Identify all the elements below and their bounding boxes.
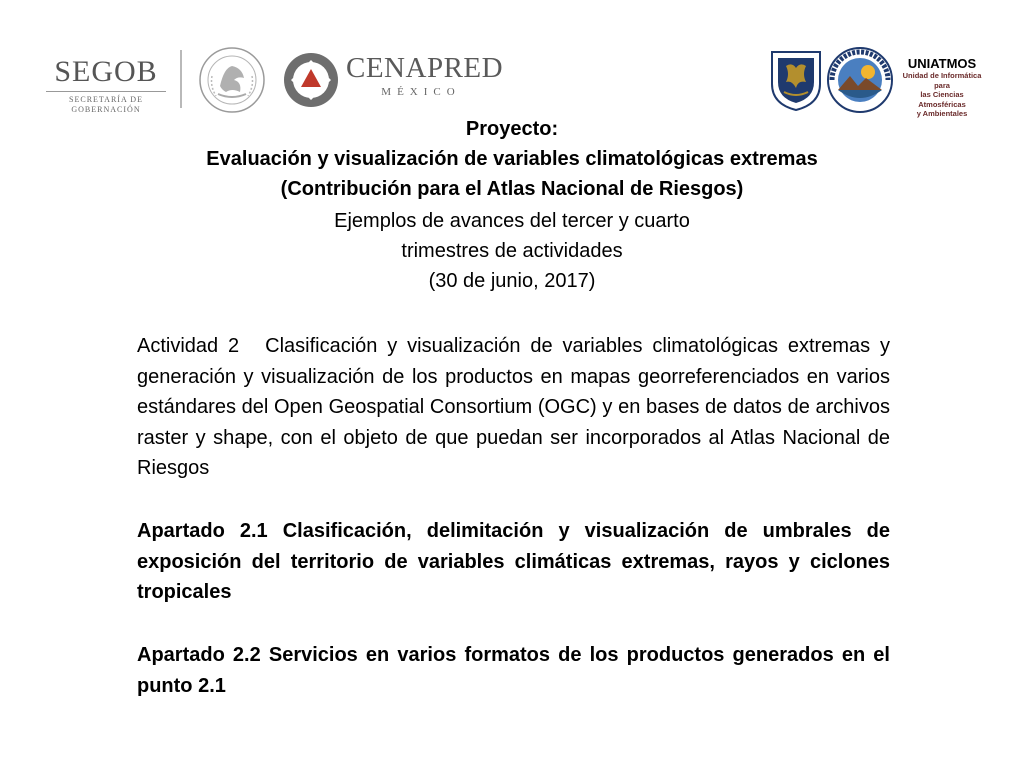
project-title: Evaluación y visualización de variables climatológicas extremas	[206, 148, 818, 170]
unam-shield-icon	[768, 48, 824, 112]
apartado-2-2-paragraph: Apartado 2.2 Servicios en varios formatos de los productos generados en el punto 2.1	[137, 644, 890, 697]
description-line-2: trimestres de actividades	[401, 240, 623, 262]
logo-banner	[0, 0, 1024, 118]
apartado-2-1-paragraph: Apartado 2.1 Clasificación, delimitación y visualización de umbrales de exposición del territorio de variables climáticas extremas, rayos y ciclones tropicales	[137, 520, 890, 603]
description-line-1: Ejemplos de avances del tercer y cuarto	[334, 210, 690, 232]
uniatmos-logo	[896, 56, 988, 119]
logo-divider	[180, 50, 182, 108]
uniatmos-line-1: Unidad de Informática para	[902, 71, 982, 90]
centro-ciencias-atmosfera-icon	[826, 46, 894, 114]
uniatmos-line-3: y Ambientales	[916, 109, 968, 118]
cenapred-logo	[346, 52, 504, 98]
segob-subtitle-1: SECRETARÍA DE	[69, 95, 143, 104]
segob-logo	[40, 55, 172, 115]
description-date: (30 de junio, 2017)	[428, 270, 596, 292]
uniatmos-title: UNIATMOS	[907, 56, 977, 71]
activity-text: Clasificación y visualización de variables climatológicas extremas y generación y visualización de los productos en mapas georreferenciados en varios estándares del Open Geospatial Consortium (OGC) y en bases de datos de archivos raster y shape, con el objeto de que puedan ser incorporados al Atlas Nacional de Riesgos	[137, 335, 890, 479]
segob-subtitle-2: GOBERNACIÓN	[71, 105, 141, 114]
activity-label: Actividad 2	[137, 335, 240, 357]
mexico-seal-icon	[198, 46, 266, 114]
activity-paragraph	[137, 331, 890, 484]
cenapred-country: MÉXICO	[381, 86, 461, 98]
project-subtitle: (Contribución para el Atlas Nacional de Riesgos)	[280, 178, 744, 200]
project-header	[112, 114, 912, 204]
cenapred-wordmark: CENAPRED	[346, 52, 504, 84]
uniatmos-line-2: las Ciencias Atmosféricas	[918, 90, 966, 109]
project-label: Proyecto:	[465, 118, 559, 140]
segob-rule	[46, 91, 166, 92]
segob-wordmark: SEGOB	[54, 55, 158, 88]
progress-description	[112, 206, 912, 296]
cenapred-emblem-icon	[281, 50, 341, 110]
